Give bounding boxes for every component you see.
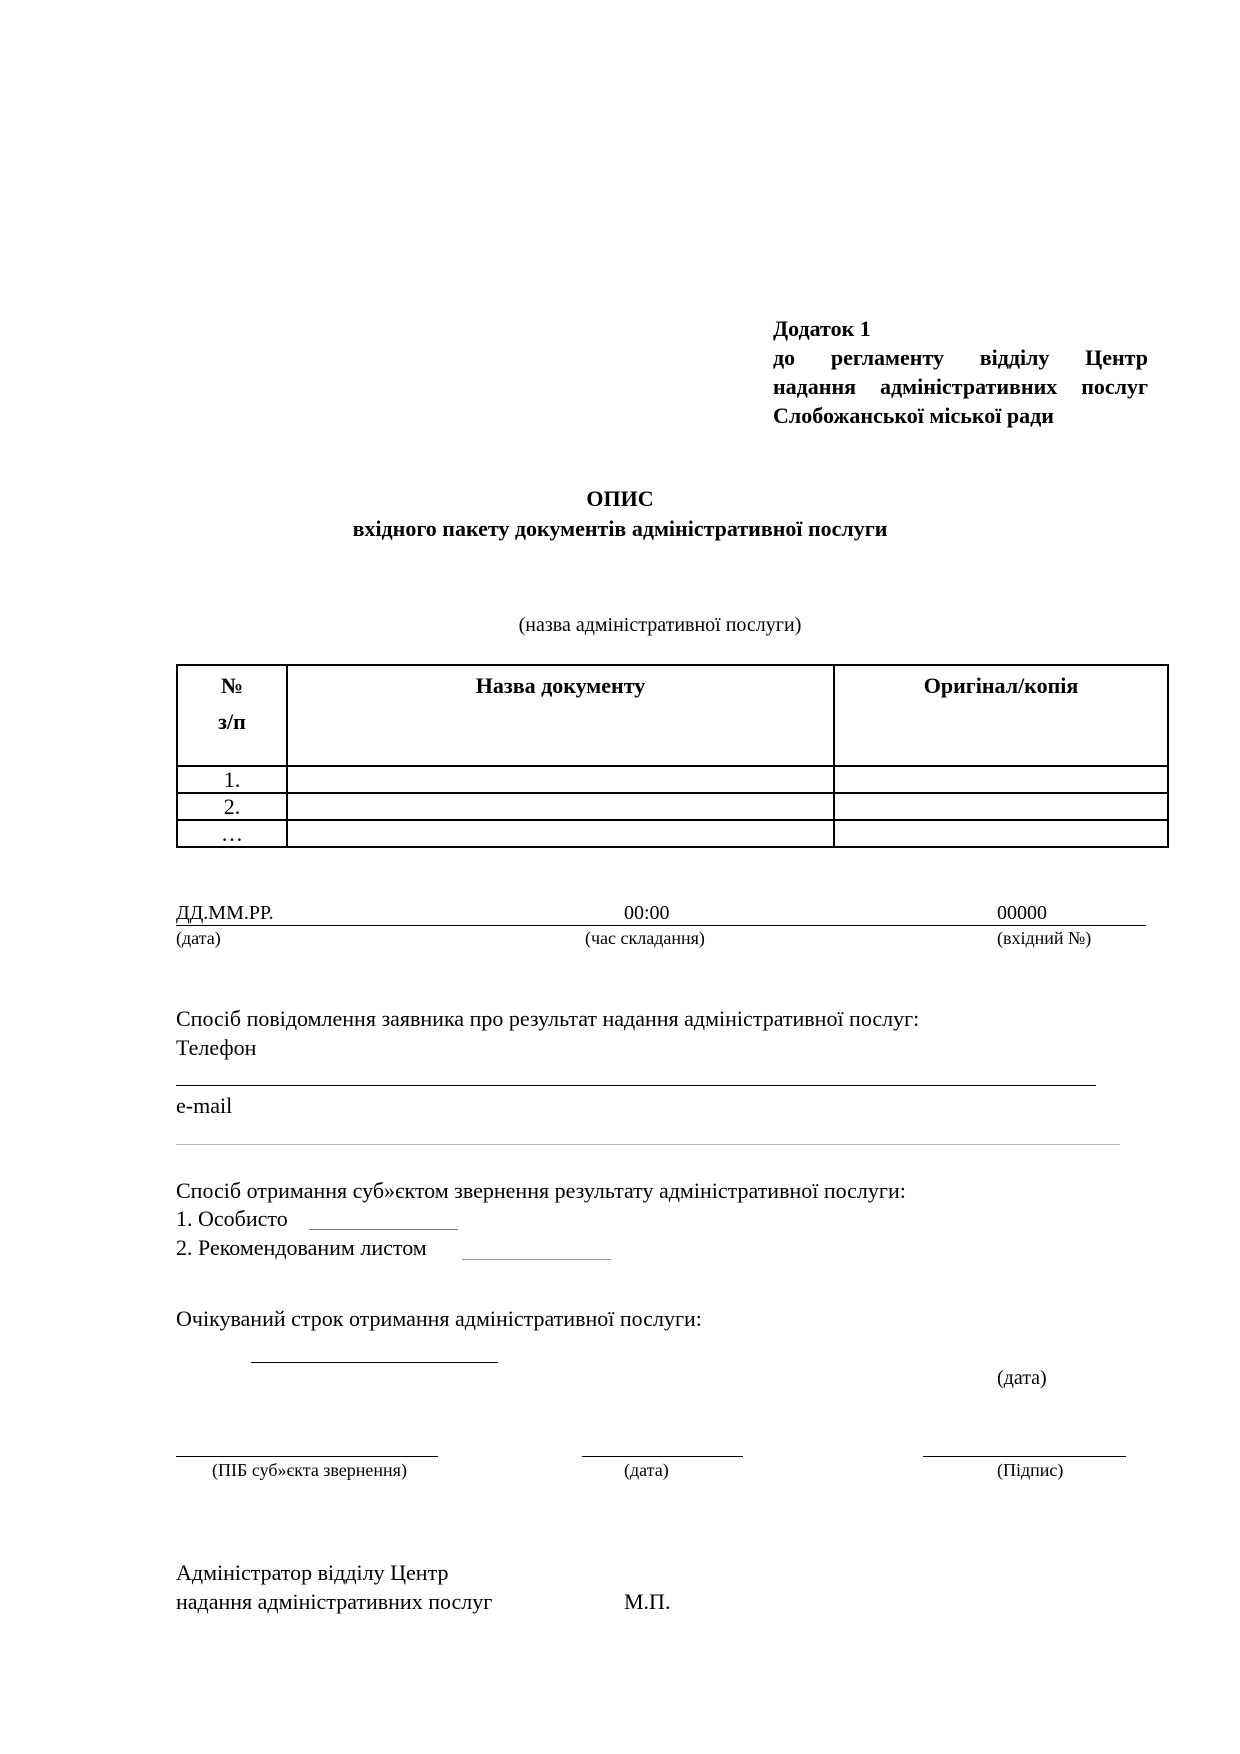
registration-number-label: (вхідний №) <box>997 928 1092 948</box>
header-number: № з/п <box>177 665 287 766</box>
delivery-heading: Спосіб отримання суб»єктом звернення результату адміністративної послуги: <box>176 1178 906 1203</box>
stamp-label: М.П. <box>624 1589 671 1614</box>
expected-term-field[interactable] <box>251 1362 498 1363</box>
applicant-name-field[interactable] <box>176 1456 438 1457</box>
header-original-copy: Оригінал/копія <box>834 665 1168 766</box>
registration-time-value[interactable]: 00:00 <box>624 902 670 924</box>
phone-label: Телефон <box>176 1035 257 1060</box>
expected-term-heading: Очікуваний строк отримання адміністративної послуги: <box>176 1306 702 1331</box>
row-number: 1. <box>177 766 287 793</box>
table-row <box>177 820 1168 847</box>
expected-term-date-label: (дата) <box>997 1367 1047 1389</box>
delivery-registered-mail-field[interactable] <box>462 1259 611 1260</box>
applicant-signature-label: (Підпис) <box>997 1460 1064 1480</box>
row-number: … <box>177 820 287 847</box>
delivery-option-personal: 1. Особисто <box>176 1206 288 1231</box>
table-header-row <box>177 665 1168 766</box>
row-number: 2. <box>177 793 287 820</box>
registration-number-value[interactable]: 00000 <box>997 902 1047 924</box>
email-label: e-mail <box>176 1093 233 1118</box>
service-name-hint: (назва адміністративної послуги) <box>518 614 802 636</box>
registration-date-value[interactable]: ДД.ММ.РР. <box>176 902 274 924</box>
delivery-option-registered-mail: 2. Рекомендованим листом <box>176 1235 427 1260</box>
row-original-copy[interactable] <box>834 793 1168 820</box>
row-original-copy[interactable] <box>834 766 1168 793</box>
document-subtitle: вхідного пакету документів адміністративної послуги <box>352 516 888 541</box>
row-document-name[interactable] <box>287 820 834 847</box>
administrator-line-2: надання адміністративних послуг <box>176 1589 493 1614</box>
document-title: ОПИС <box>586 486 654 511</box>
documents-table <box>176 664 1169 848</box>
annex-line-2: надання адміністративних послуг <box>773 374 1148 399</box>
delivery-personal-field[interactable] <box>309 1229 458 1230</box>
annex-line-3: Слобожанської міської ради <box>773 403 1054 428</box>
annex-block <box>773 314 1148 430</box>
registration-underline <box>176 925 1146 926</box>
header-document-name: Назва документу <box>287 665 834 766</box>
phone-field[interactable] <box>176 1085 1096 1086</box>
applicant-name-label: (ПІБ суб»єкта звернення) <box>212 1460 407 1480</box>
row-document-name[interactable] <box>287 793 834 820</box>
applicant-date-field[interactable] <box>582 1456 743 1457</box>
table-row <box>177 793 1168 820</box>
row-original-copy[interactable] <box>834 820 1168 847</box>
row-document-name[interactable] <box>287 766 834 793</box>
administrator-line-1: Адміністратор відділу Центр <box>176 1560 449 1585</box>
applicant-signature-field[interactable] <box>923 1456 1126 1457</box>
annex-line-1: до регламенту відділу Центр <box>773 345 1148 370</box>
notification-heading: Спосіб повідомлення заявника про результат надання адміністративної послуг: <box>176 1006 920 1031</box>
email-field[interactable] <box>176 1144 1120 1145</box>
table-row <box>177 766 1168 793</box>
annex-title: Додаток 1 <box>773 316 871 341</box>
registration-time-label: (час складання) <box>585 928 705 948</box>
registration-date-label: (дата) <box>176 928 221 948</box>
applicant-date-label: (дата) <box>624 1460 669 1480</box>
